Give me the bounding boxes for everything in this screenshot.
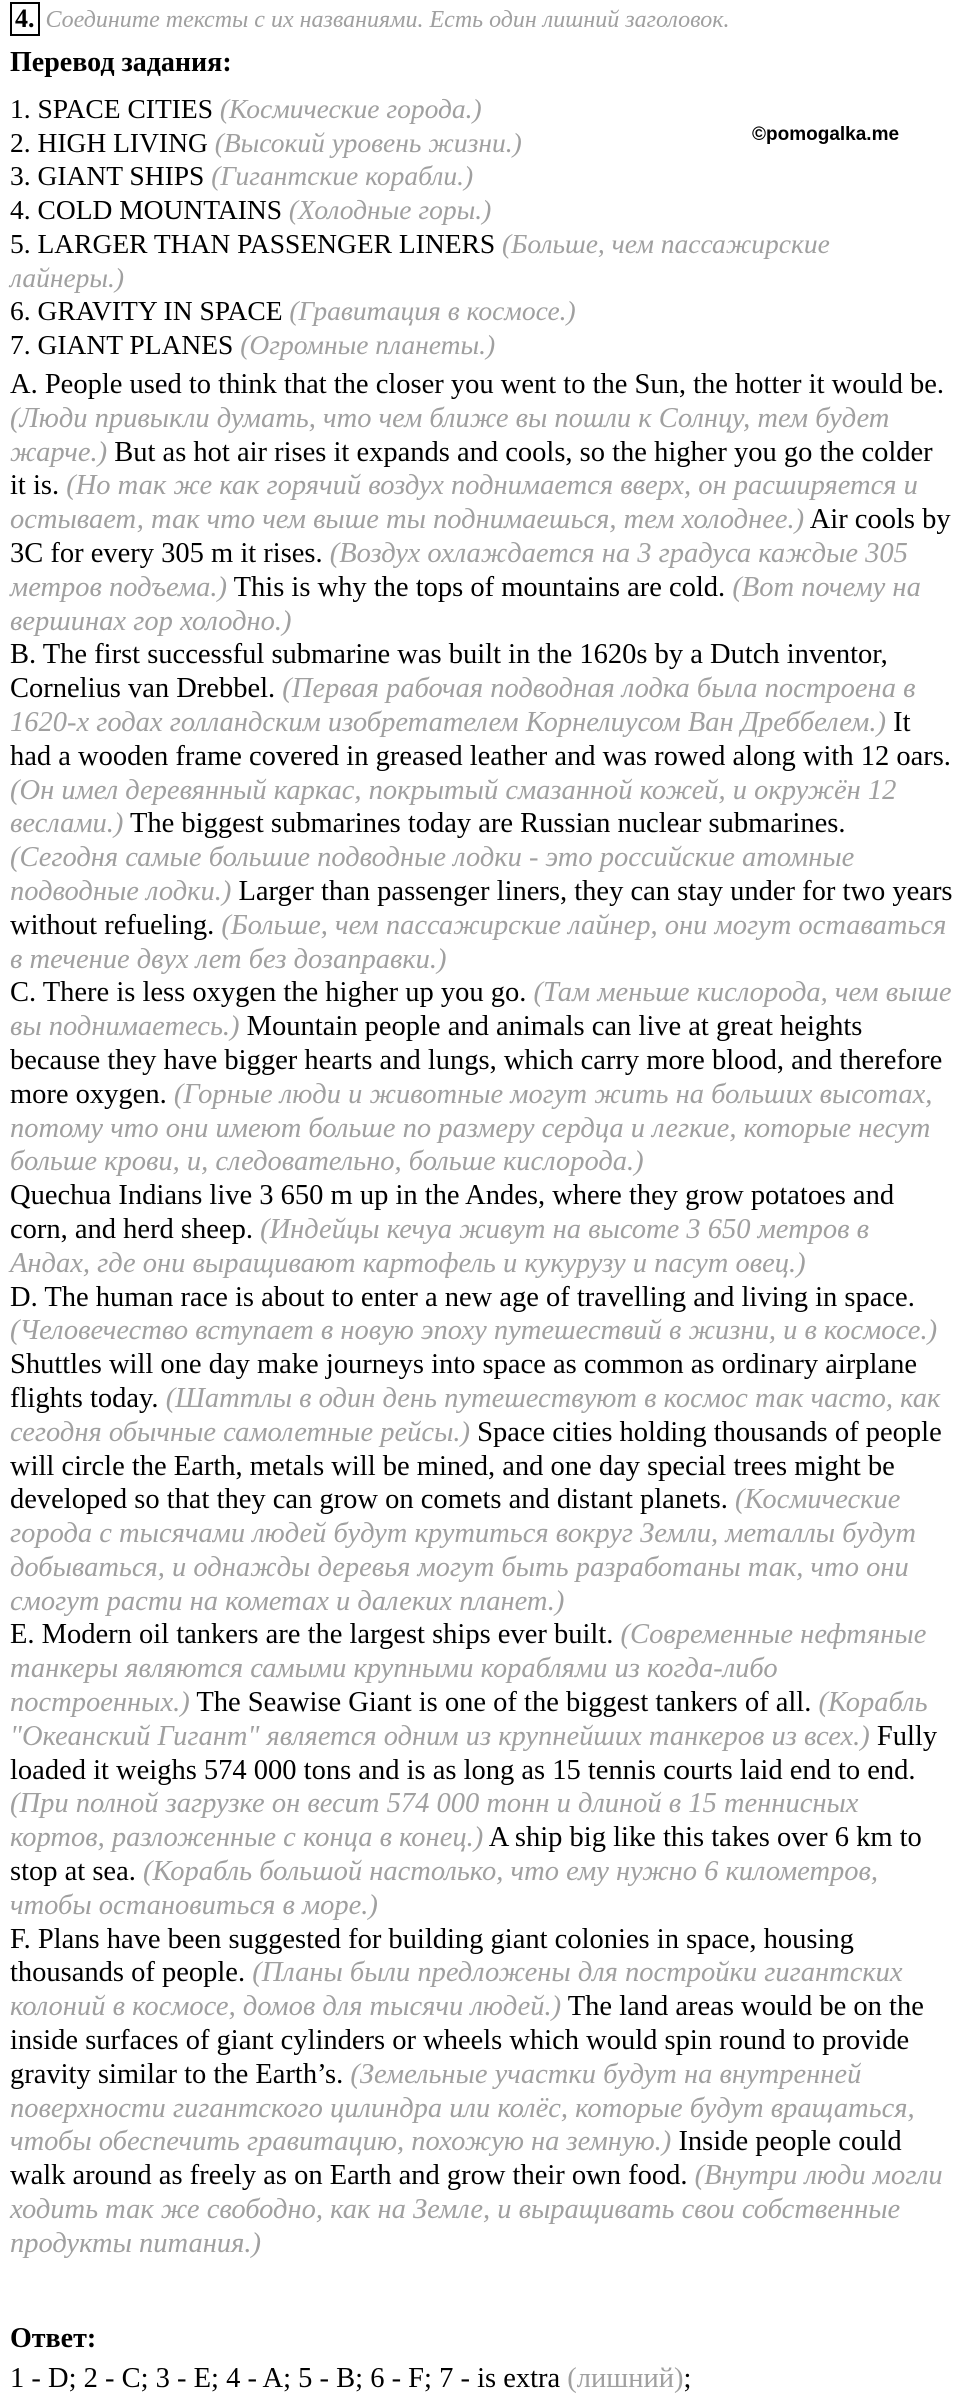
sentence-en: Quechua Indians live 3 650 m up in the Andes, where they grow potatoes and corn, and herd sheep.	[10, 1180, 895, 1245]
title-ru: (Гравитация в космосе.)	[289, 295, 576, 327]
title-ru: (Огромные планеты.)	[240, 328, 496, 360]
sentence-ru: (Люди привыкли думать, что чем ближе вы пошли к Солнцу, тем будет жарче.)	[10, 402, 890, 468]
title-en: 5. LARGER THAN PASSENGER LINERS	[10, 227, 496, 259]
sentence-ru: (Шаттлы в один день путешествуют в космос так часто, как сегодня обычные самолетные рейсы.)	[10, 1382, 941, 1448]
paragraph-c	[10, 976, 955, 1179]
title-item	[10, 328, 950, 362]
paragraph-b	[10, 638, 955, 976]
task-instruction: Соедините тексты с их названиями. Есть один лишний заголовок.	[45, 7, 730, 33]
sentence-en: Shuttles will one day make journeys into space as common as ordinary airplane flights today.	[10, 1349, 918, 1414]
sentence-ru: (Там меньше кислорода, чем выше вы поднимаетесь.)	[10, 977, 952, 1043]
sentence-en: A. People used to think that the closer you went to the Sun, the hotter it would be.	[10, 369, 945, 400]
sentence-ru: (Человечество вступает в новую эпоху путешествий в жизни, и в космосе.)	[10, 1315, 938, 1347]
sentence-ru: (При полной загрузке он весит 574 000 тонн и длиной в 15 теннисных кортов, разложенные с конца в конец.)	[10, 1788, 859, 1854]
title-item	[10, 193, 950, 227]
sentence-ru: (Воздух охлаждается на 3 градуса каждые 305 метров подъема.)	[10, 537, 908, 603]
paragraph-e	[10, 1618, 955, 1922]
answer-line	[10, 2362, 691, 2396]
answer-extra-note: (лишний)	[567, 2363, 684, 2394]
title-en: 1. SPACE CITIES	[10, 93, 213, 124]
title-en: 3. GIANT SHIPS	[10, 160, 205, 192]
body-text	[10, 368, 955, 2261]
title-ru: (Высокий уровень жизни.)	[214, 126, 522, 158]
paragraph-a	[10, 368, 955, 638]
sentence-ru: (Корабль "Океанский Гигант" является одним из крупнейших танкеров из всех.)	[10, 1687, 928, 1752]
title-ru: (Больше, чем пассажирские лайнеры.)	[10, 227, 830, 293]
title-en: 6. GRAVITY IN SPACE	[10, 295, 283, 327]
sentence-ru: (Но так же как горячий воздух поднимается вверх, он расширяется и остывает, так что чем выше ты поднимаешься, тем холоднее.)	[10, 470, 918, 536]
translation-title: Перевод задания:	[10, 47, 232, 78]
title-item	[10, 92, 950, 126]
sentence-ru: (Космические города с тысячами людей будут крутиться вокруг Земли, металлы будут добываться, и однажды деревья могут быть разработаны так, что они смогут расти на кометах и далеких планет.)	[10, 1484, 916, 1617]
answer-title: Ответ:	[10, 2323, 97, 2354]
sentence-ru: (Корабль большой настолько, что ему нужно 6 километров, чтобы остановиться в море.)	[10, 1856, 879, 1921]
sentence-en: It had a wooden frame covered in greased leather and was rowed along with 12 oars.	[10, 706, 951, 772]
sentence-en: B. The first successful submarine was built in the 1620s by a Dutch inventor, Cornelius van Drebbel.	[10, 639, 888, 705]
sentence-ru: (Современные нефтяные танкеры являются самыми крупными кораблями из когда-либо построенных.)	[10, 1619, 927, 1719]
answer-text: 1 - D; 2 - C; 3 - E; 4 - A; 5 - B; 6 - F; 7 - is extra	[10, 2363, 561, 2394]
sentence-en: Fully loaded it weighs 574 000 tons and is as long as 15 tennis courts laid end to end.	[10, 1720, 938, 1786]
sentence-ru: (Внутри люди могли ходить так же свободно, как на Земле, и выращивать свои собственные продукты питания.)	[10, 2160, 943, 2259]
sentence-en: This is why the tops of mountains are cold.	[233, 571, 726, 603]
sentence-ru: (Он имел деревянный каркас, покрытый смазанной кожей, и окружён 12 веслами.)	[10, 774, 897, 840]
title-en: 4. COLD MOUNTAINS	[10, 194, 283, 226]
sentence-en: Inside people could walk around as freely as on Earth and grow their own food.	[10, 2126, 902, 2192]
title-en: 7. GIANT PLANES	[10, 328, 234, 360]
sentence-en: The land areas would be on the inside surfaces of giant cylinders or wheels which would spin round to provide gravity similar to the Earth’s.	[10, 1991, 924, 2090]
sentence-ru: (Сегодня самые большие подводные лодки - это российские атомные подводные лодки.)	[10, 842, 855, 907]
sentence-en: E. Modern oil tankers are the largest ships ever built.	[10, 1619, 614, 1651]
title-item	[10, 227, 950, 294]
sentence-en: Space cities holding thousands of people will circle the Earth, metals will be mined, and one day special trees might be developed so that they can grow on comets and distant planets.	[10, 1416, 942, 1516]
paragraph-c2	[10, 1179, 955, 1280]
sentence-en: The Seawise Giant is one of the biggest tankers of all.	[196, 1687, 812, 1719]
sentence-en: Larger than passenger liners, they can stay under for two years without refueling.	[10, 875, 953, 941]
paragraph-d	[10, 1281, 955, 1619]
title-ru: (Гигантские корабли.)	[211, 160, 474, 192]
sentence-en: D. The human race is about to enter a new age of travelling and living in space.	[10, 1281, 915, 1313]
title-item	[10, 159, 950, 193]
watermark: ©pomogalka.me	[752, 124, 900, 145]
sentence-ru: (Первая рабочая подводная лодка была построена в 1620-х годах голландским изобретателем Корнелиусом Ван Дреббелем.)	[10, 673, 916, 738]
task-number: 4.	[10, 2, 40, 36]
sentence-ru: (Индейцы кечуа живут на высоте 3 650 метров в Андах, где они выращивают картофель и кукурузу и пасут овец.)	[10, 1213, 870, 1279]
task-header	[10, 2, 730, 38]
title-ru: (Космические города.)	[219, 93, 482, 124]
sentence-en: Air cools by 3C for every 305 m it rises.	[10, 504, 951, 569]
title-item	[10, 294, 950, 328]
sentence-en: A ship big like this takes over 6 km to stop at sea.	[10, 1822, 922, 1888]
sentence-en: The biggest submarines today are Russian nuclear submarines.	[130, 808, 846, 840]
title-ru: (Холодные горы.)	[288, 194, 492, 226]
sentence-en: Mountain people and animals can live at great heights because they have bigger hearts and lungs, which carry more blood, and therefore more oxygen.	[10, 1011, 943, 1110]
sentence-ru: (Планы были предложены для постройки гигантских колоний в космосе, домов для тысячи людей.)	[10, 1957, 903, 2023]
sentence-ru: (Вот почему на вершинах гор холодно.)	[10, 571, 921, 637]
sentence-ru: (Горные люди и животные могут жить на больших высотах, потому что они имеют больше по размеру сердца и легкие, которые несут больше крови, и, следовательно, больше кислорода.)	[10, 1078, 933, 1178]
sentence-en: But as hot air rises it expands and cools, so the higher you go the colder it is.	[10, 436, 933, 502]
sentence-en: C. There is less oxygen the higher up you go.	[10, 977, 527, 1009]
sentence-en: F. Plans have been suggested for building giant colonies in space, housing thousands of people.	[10, 1923, 854, 1989]
sentence-ru: (Больше, чем пассажирские лайнер, они могут оставаться в течение двух лет без дозаправки.)	[10, 909, 947, 975]
paragraph-f	[10, 1923, 955, 2261]
title-en: 2. HIGH LIVING	[10, 126, 208, 158]
sentence-ru: (Земельные участки будут на внутренней поверхности гигантского цилиндра или колёс, которые будут вращаться, чтобы обеспечить гравитацию, похожую на земную.)	[10, 2058, 915, 2158]
answer-end: ;	[683, 2363, 692, 2394]
